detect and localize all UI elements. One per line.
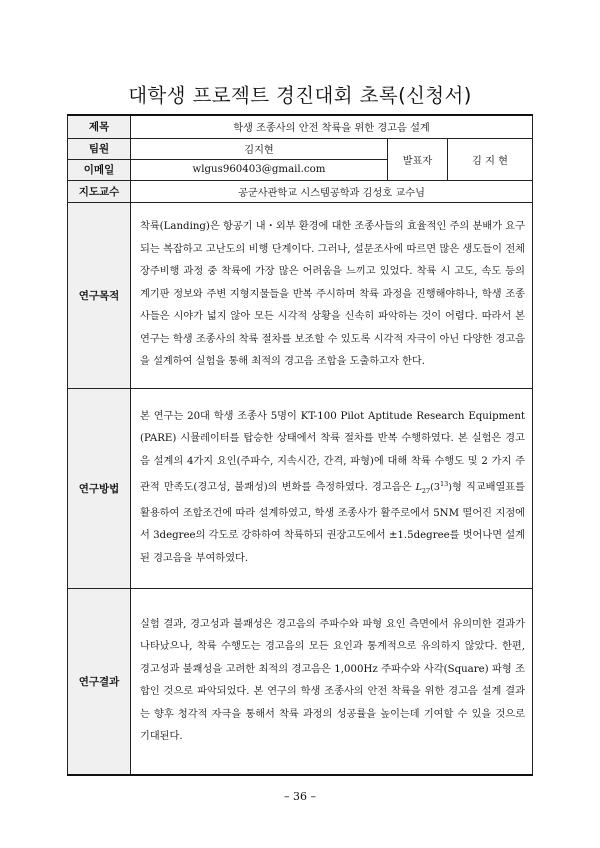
method-label: 연구방법: [68, 388, 131, 588]
method-body: [131, 388, 533, 588]
advisor-label: 지도교수: [68, 180, 131, 202]
method-row: [68, 388, 533, 588]
presenter-label: 발표자: [388, 138, 448, 180]
method-text-before: 본 연구는 20대 학생 조종사 5명이 KT-100 Pilot Aptitude Research Equipment (PARE) 시뮬레이터를 탑승한 상태에서 착륙 절차를 반복 수행하였다. 본 실험은 경고음 설계의 4가지 요인(주파수, 지속시간, 간격, 파형)에 대해 착륙 수행도 및 2 가지 주관적 만족도(경고성, 불쾌성)의 변화를 측정하였다. 경고음은: [140, 410, 525, 494]
results-body: [131, 588, 533, 775]
purpose-body: [131, 202, 533, 388]
results-text: 실험 결과, 경고성과 불쾌성은 경고음의 주파수와 파형 요인 측면에서 유의미한 결과가 나타났으나, 착륙 수행도는 경고음의 모든 요인과 통계적으로 유의하지 않았다. 한편, 경고성과 불쾌성을 고려한 최적의 경고음은 1,000Hz 주파수와 사각(Square) 파형 조합인 것으로 파악되었다. 본 연구의 학생 조종사의 안전 착륙을 위한 경고음 설계 결과는 향후 청각적 자극을 통해서 착륙 과정의 성공률을 높이는데 기여할 수 있을 것으로 기대된다.: [140, 618, 525, 743]
subject-label: 제목: [68, 115, 131, 138]
purpose-label: 연구목적: [68, 202, 131, 388]
team-row: [68, 138, 533, 159]
page-title: 대학생 프로젝트 경진대회 초록(신청서): [128, 84, 472, 107]
method-text-after: 형 직교배열표를 활용하여 조합조건에 따라 설계하였고, 학생 조종사가 활주로에서 5NM 떨어진 지점에서 3degree의 각도로 강하하여 착륙하되 권장고도에서 ±1.5degree를 벗어나면 설계된 경고음을 부여하였다.: [140, 482, 525, 564]
purpose-text: 착륙(Landing)은 항공기 내・외부 환경에 대한 조종사들의 효율적인 주의 분배가 요구되는 복잡하고 고난도의 비행 단계이다. 그러나, 설문조사에 따르면 많은 생도들이 전체 장주비행 과정 중 착륙에 가장 많은 어려움을 느끼고 있었다. 착륙 시 고도, 속도 등의 계기판 정보와 주변 지형지물들을 반복 주시하며 착륙 과정을 진행해야하나, 학생 조종사들은 시야가 넓지 않아 모든 시각적 상황을 신속히 파악하는 것이 어렵다. 따라서 본 연구는 학생 조종사의 착륙 절차를 보조할 수 있도록 시각적 자극이 아닌 다양한 경고음을 설계하여 실험을 통해 최적의 경고음 조합을 도출하고자 한다.: [140, 221, 525, 368]
results-label: 연구결과: [68, 588, 131, 775]
advisor-value: 공군사관학교 시스템공학과 김성호 교수님: [131, 180, 533, 202]
email-label: 이메일: [68, 159, 131, 180]
presenter-value: 김 지 현: [448, 138, 533, 180]
results-row: [68, 588, 533, 775]
email-value: wlgus960403@gmail.com: [131, 159, 388, 180]
abstract-form-table: [67, 114, 533, 776]
team-value: 김지현: [131, 138, 388, 159]
subject-row: [68, 115, 533, 138]
orthogonal-array-notation: $L_{27}(3^{13})$: [415, 480, 452, 496]
team-label: 팀원: [68, 138, 131, 159]
purpose-row: [68, 202, 533, 388]
method-text: [140, 406, 525, 571]
subject-value: 학생 조종사의 안전 착륙을 위한 경고음 설계: [131, 115, 533, 138]
advisor-row: [68, 180, 533, 202]
page-number: – 36 –: [284, 790, 316, 803]
